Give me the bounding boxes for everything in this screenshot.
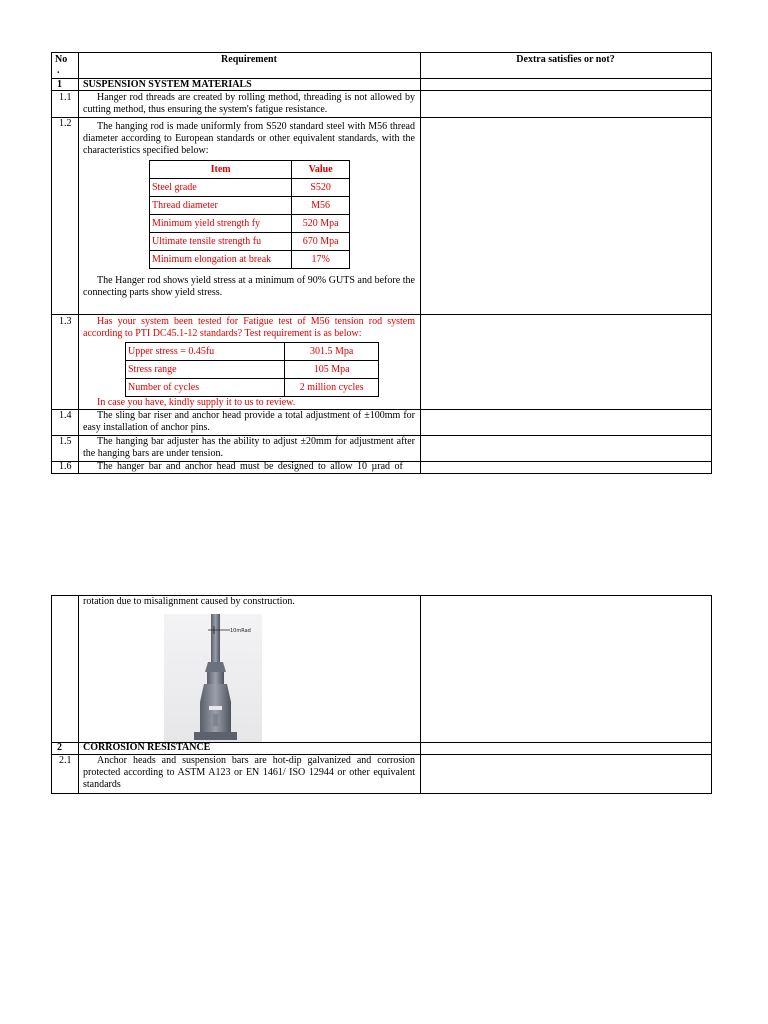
section-title: SUSPENSION SYSTEM MATERIALS	[83, 79, 252, 90]
spec-value: 17%	[292, 251, 350, 269]
requirement-text: Hanger rod threads are created by rolling method, threading is not allowed by cutting method, thus ensuring the system's fatigue resistance.	[83, 92, 415, 115]
test-item: Number of cycles	[126, 379, 285, 397]
row-number: 2.1	[59, 755, 72, 766]
header-requirement: Requirement	[221, 54, 277, 65]
requirement-question: Has your system been tested for Fatigue test of M56 tension rod system according to PTI DC45.1-12 standards? Test requirement is as below:	[83, 316, 415, 339]
spec-head-item: Item	[150, 161, 292, 179]
row-number: 1.1	[59, 92, 72, 103]
row-number: 1.2	[59, 118, 72, 129]
requirement-text: The hanging bar adjuster has the ability to adjust ±20mm for adjustment after the hanging bars are under tension.	[83, 436, 415, 459]
spec-value: 520 Mpa	[292, 215, 350, 233]
header-satisfies: Dextra satisfies or not?	[516, 54, 615, 65]
fatigue-test-table	[125, 342, 379, 397]
test-value: 2 million cycles	[285, 379, 379, 397]
anchor-head-figure	[164, 614, 262, 742]
header-no-dot: .	[57, 65, 60, 76]
section-title: CORROSION RESISTANCE	[83, 742, 211, 753]
header-no: No	[55, 54, 68, 65]
requirement-text: The Hanger rod shows yield stress at a minimum of 90% GUTS and before the connecting parts show yield stress.	[83, 275, 415, 298]
row-number: 1.5	[59, 436, 72, 447]
section-number: 2	[57, 742, 62, 753]
spec-item: Steel grade	[150, 179, 292, 197]
row-number: 1.6	[59, 461, 72, 472]
requirement-text: Anchor heads and suspension bars are hot-dip galvanized and corrosion protected according to ASTM A123 or EN 1461/ ISO 12944 or other equivalent standards	[83, 755, 415, 790]
spec-value: M56	[292, 197, 350, 215]
spec-head-value: Value	[292, 161, 350, 179]
spec-item: Thread diameter	[150, 197, 292, 215]
spec-value: 670 Mpa	[292, 233, 350, 251]
test-item: Upper stress = 0.45fu	[126, 343, 285, 361]
test-item: Stress range	[126, 361, 285, 379]
spec-value: S520	[292, 179, 350, 197]
requirement-text: The sling bar riser and anchor head provide a total adjustment of ±100mm for easy installation of anchor pins.	[83, 410, 415, 433]
review-request: In case you have, kindly supply it to us to review.	[97, 397, 296, 408]
spec-item: Minimum yield strength fy	[150, 215, 292, 233]
requirement-text: The hanger bar and anchor head must be designed to allow 10 µrad of	[97, 461, 403, 472]
test-value: 301.5 Mpa	[285, 343, 379, 361]
anchor-head-illustration	[164, 614, 262, 742]
spec-item: Minimum elongation at break	[150, 251, 292, 269]
section-number: 1	[57, 79, 62, 90]
spec-item: Ultimate tensile strength fu	[150, 233, 292, 251]
row-number: 1.4	[59, 410, 72, 421]
steel-spec-table	[149, 160, 350, 269]
requirement-text: The hanging rod is made uniformly from S520 standard steel with M56 thread diameter according to European standards or other equivalent standards, with the characteristics specified below:	[83, 121, 415, 156]
row-number: 1.3	[59, 316, 72, 327]
test-value: 105 Mpa	[285, 361, 379, 379]
rotation-label: 10mRad	[230, 628, 251, 634]
requirement-text-continued: rotation due to misalignment caused by construction.	[83, 596, 295, 607]
